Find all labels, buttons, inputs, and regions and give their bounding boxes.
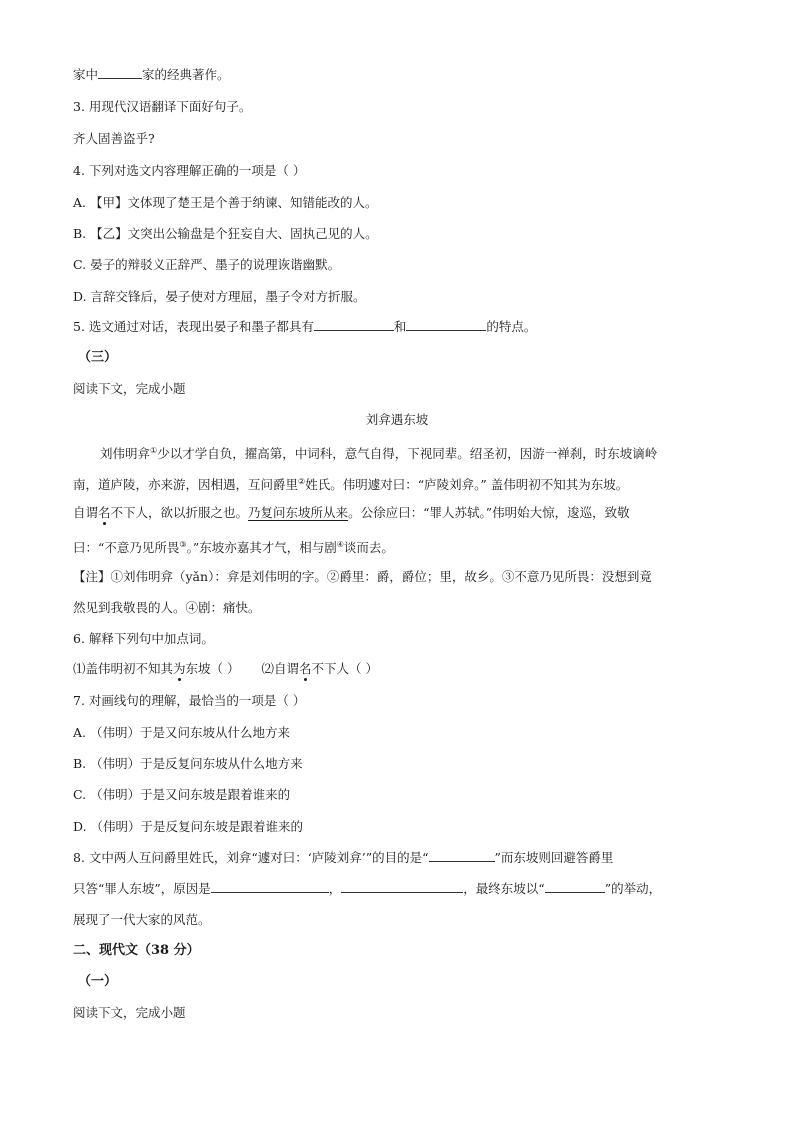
passage-line-3 <box>73 504 630 522</box>
text: 曰：“不意乃见所畏 <box>73 540 180 556</box>
question-5 <box>73 318 536 336</box>
question-3-sentence: 齐人固善盗乎? <box>73 131 155 146</box>
footnote-mark: ④ <box>336 540 344 549</box>
answer-blank[interactable]: 不下人（ ） <box>311 661 379 676</box>
note-line-1: 【注】①刘伟明弇（yǎn）：弇是刘伟明的字。②爵里：爵，爵位；里，故乡。③不意乃见所畏：没想到竟 <box>73 569 652 584</box>
footnote-mark: ② <box>298 477 306 486</box>
text: 自谓 <box>73 505 99 520</box>
answer-blank[interactable] <box>406 318 486 331</box>
passage-line-1 <box>100 442 657 463</box>
question-7: 7. 对画线句的理解，最恰当的一项是（ ） <box>73 693 306 708</box>
text: 。公徐应曰：“罪人苏轼。”伟明始大惊，逡巡，致敬 <box>348 505 630 520</box>
dotted-word: 为 <box>173 661 186 676</box>
option-4d: D. 言辞交锋后，晏子使对方理屈，墨子令对方折服。 <box>73 289 366 304</box>
question-4: 4. 下列对选文内容理解正确的一项是（ ） <box>73 163 306 178</box>
option-7a: A. （伟明）于是又问东坡从什么地方来 <box>73 725 290 740</box>
text: 。”东坡亦嘉其才气，相与剧 <box>186 540 337 556</box>
text: 谈而去。 <box>343 540 394 556</box>
answer-blank[interactable] <box>341 880 463 893</box>
text: 家的经典著作。 <box>142 67 230 82</box>
text: 不下人，欲以折服之也。 <box>110 505 249 520</box>
question-8-line-1 <box>73 849 613 867</box>
passage-line-2 <box>73 473 628 494</box>
option-4a: A. 【甲】文体现了楚王是个善于纳谏、知错能改的人。 <box>73 195 378 210</box>
question-8-line-2 <box>73 880 661 898</box>
underlined-sentence: 乃复问东坡所从来 <box>248 505 349 520</box>
text: ⑴盖伟明初不知其 <box>73 661 174 676</box>
text: 的特点。 <box>486 319 537 334</box>
question-3: 3. 用现代汉语翻译下面好句子。 <box>73 99 252 114</box>
question-6-items <box>73 660 378 678</box>
text: 5. 选文通过对话，表现出晏子和墨子都具有 <box>73 319 314 334</box>
text: ⑵自谓 <box>261 661 300 676</box>
reading-instruction: 阅读下文，完成小题 <box>73 381 186 396</box>
text: ”的举动， <box>604 881 662 896</box>
section-II-heading: 二、现代文（38 分） <box>73 943 200 958</box>
option-4c: C. 晏子的辩驳义正辞严、墨子的说理诙谐幽默。 <box>73 257 341 272</box>
answer-blank[interactable] <box>98 66 142 79</box>
text: 少以才学自负，擢高第，中词科，意气自得，下视同辈。绍圣初，因游一禅刹，时东坡谪岭 <box>157 446 658 462</box>
option-7c: C. （伟明）于是又问东坡是跟着谁来的 <box>73 787 291 802</box>
answer-blank[interactable] <box>314 318 394 331</box>
passage-line-4 <box>73 536 394 557</box>
text: 南，道庐陵，亦来游，因相遇，互问爵里 <box>73 477 299 493</box>
answer-blank[interactable] <box>211 880 329 893</box>
dotted-word: 名 <box>98 505 111 520</box>
text: 只答“罪人东坡”，原因是 <box>73 881 211 896</box>
passage-title: 刘弇遇东坡 <box>365 412 429 427</box>
answer-blank[interactable]: 东坡（ ） <box>185 661 240 676</box>
reading-instruction-2: 阅读下文，完成小题 <box>73 1005 186 1020</box>
text: 和 <box>393 319 407 334</box>
text: ， <box>328 881 342 896</box>
footnote-mark: ③ <box>179 540 187 549</box>
text: 姓氏。伟明遽对曰：“庐陵刘弇。” 盖伟明初不知其为东坡。 <box>305 477 629 493</box>
text: 家中 <box>73 67 99 82</box>
question-8-line-3: 展现了一代大家的风范。 <box>73 912 211 927</box>
answer-blank[interactable] <box>429 849 495 862</box>
text: 刘伟明弇 <box>100 446 151 462</box>
text: 8. 文中两人互问爵里姓氏，刘弇“遽对曰：‘庐陵刘弇’”的目的是“ <box>73 850 429 865</box>
option-4b: B. 【乙】文突出公输盘是个狂妄自大、固执己见的人。 <box>73 226 378 241</box>
option-7d: D. （伟明）于是反复问东坡是跟着谁来的 <box>73 819 304 834</box>
note-line-2: 然见到我敬畏的人。④剧：痛快。 <box>73 600 261 615</box>
question-6: 6. 解释下列句中加点词。 <box>73 631 214 646</box>
line-family-classic <box>73 66 230 84</box>
section-3-heading: （三） <box>78 350 118 365</box>
answer-blank[interactable] <box>545 880 605 893</box>
subsection-1-heading: （一） <box>78 974 118 989</box>
footnote-mark: ① <box>150 446 158 455</box>
dotted-word: 名 <box>299 661 312 676</box>
text: ，最终东坡以“ <box>463 881 545 896</box>
option-7b: B. （伟明）于是反复问东坡从什么地方来 <box>73 756 303 771</box>
text: ”而东坡则回避答爵里 <box>494 850 614 865</box>
